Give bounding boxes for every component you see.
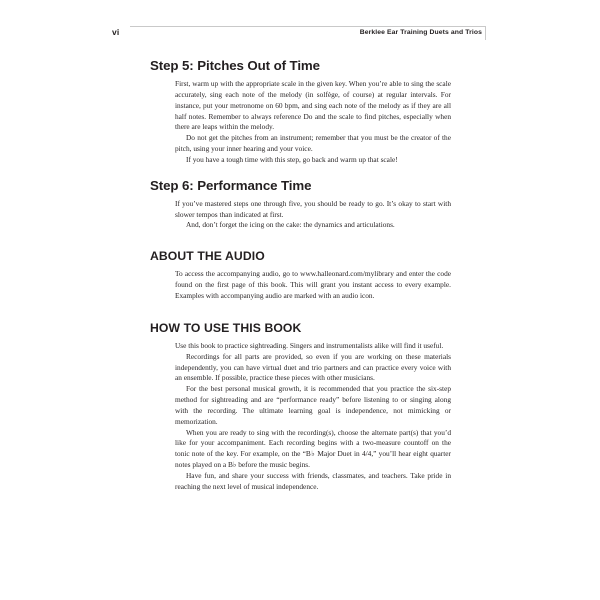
paragraph: If you have a tough time with this step, go back and warm up that scale! — [186, 154, 398, 164]
section-heading: Step 5: Pitches Out of Time — [150, 58, 320, 73]
running-title: Berklee Ear Training Duets and Trios — [359, 29, 482, 36]
section-heading: HOW TO USE THIS BOOK — [150, 320, 302, 335]
section-how-to-use-this-book — [150, 320, 450, 493]
section-body — [175, 341, 451, 493]
section-about-the-audio — [150, 248, 450, 302]
paragraph: If you’ve mastered steps one through five, you should be ready to go. It’s okay to start with slower tempos than indicated at first. — [175, 198, 451, 219]
paragraph: First, warm up with the appropriate scale in the given key. When you’re able to sing the scale accurately, sing each note of the melody (in solfège, of course) at regular intervals. For instance, put your metronome on 60 bpm, and sing each note of the melody as if they are all half notes. Remember to always reference Do and the scale to find pitches, especially when there are leaps within the melody. — [175, 79, 451, 132]
paragraph: To access the accompanying audio, go to www.halleonard.com/mylibrary and enter the code found on the first page of this book. This will grant you instant access to every example. Examples with accompanying audio are marked with an audio icon. — [175, 269, 451, 300]
page-number: vi — [112, 27, 120, 37]
paragraph: Use this book to practice sightreading. Singers and instrumentalists alike will find it useful. — [175, 340, 444, 350]
paragraph: Have fun, and share your success with friends, classmates, and teachers. Take pride in reaching the next level of musical independence. — [175, 470, 451, 491]
section-step-5 — [150, 58, 450, 166]
paragraph: For the best personal musical growth, it is recommended that you practice the six-step method for sightreading and are “performance ready” before listening to or singing along with the recording. The ultimate learning goal is independence, not mimicking or memorization. — [175, 384, 451, 426]
paragraph: When you are ready to sing with the recording(s), choose the alternate part(s) that you’d like for your accompaniment. Each recording begins with a two-measure countoff on the tonic note of the key. For example, on the “B♭ Major Duet in 4/4,” you’ll hear eight quarter notes played on a B♭ before the music begins. — [175, 427, 451, 470]
section-body — [175, 79, 451, 166]
paragraph: Recordings for all parts are provided, so even if you are working on these materials independently, you can have virtual duet and trio partners and can practice every voice with an ensemble. If possible, practice these pieces with other musicians. — [175, 351, 451, 383]
paragraph: And, don’t forget the icing on the cake: the dynamics and articulations. — [186, 220, 395, 230]
paragraph: Do not get the pitches from an instrument; remember that you must be the creator of the pitch, using your inner hearing and your voice. — [175, 133, 451, 154]
section-body — [175, 269, 451, 302]
page-content — [150, 58, 450, 493]
section-step-6 — [150, 178, 450, 232]
section-heading: Step 6: Performance Time — [150, 177, 312, 193]
section-body — [175, 199, 451, 232]
section-heading: ABOUT THE AUDIO — [150, 249, 265, 264]
